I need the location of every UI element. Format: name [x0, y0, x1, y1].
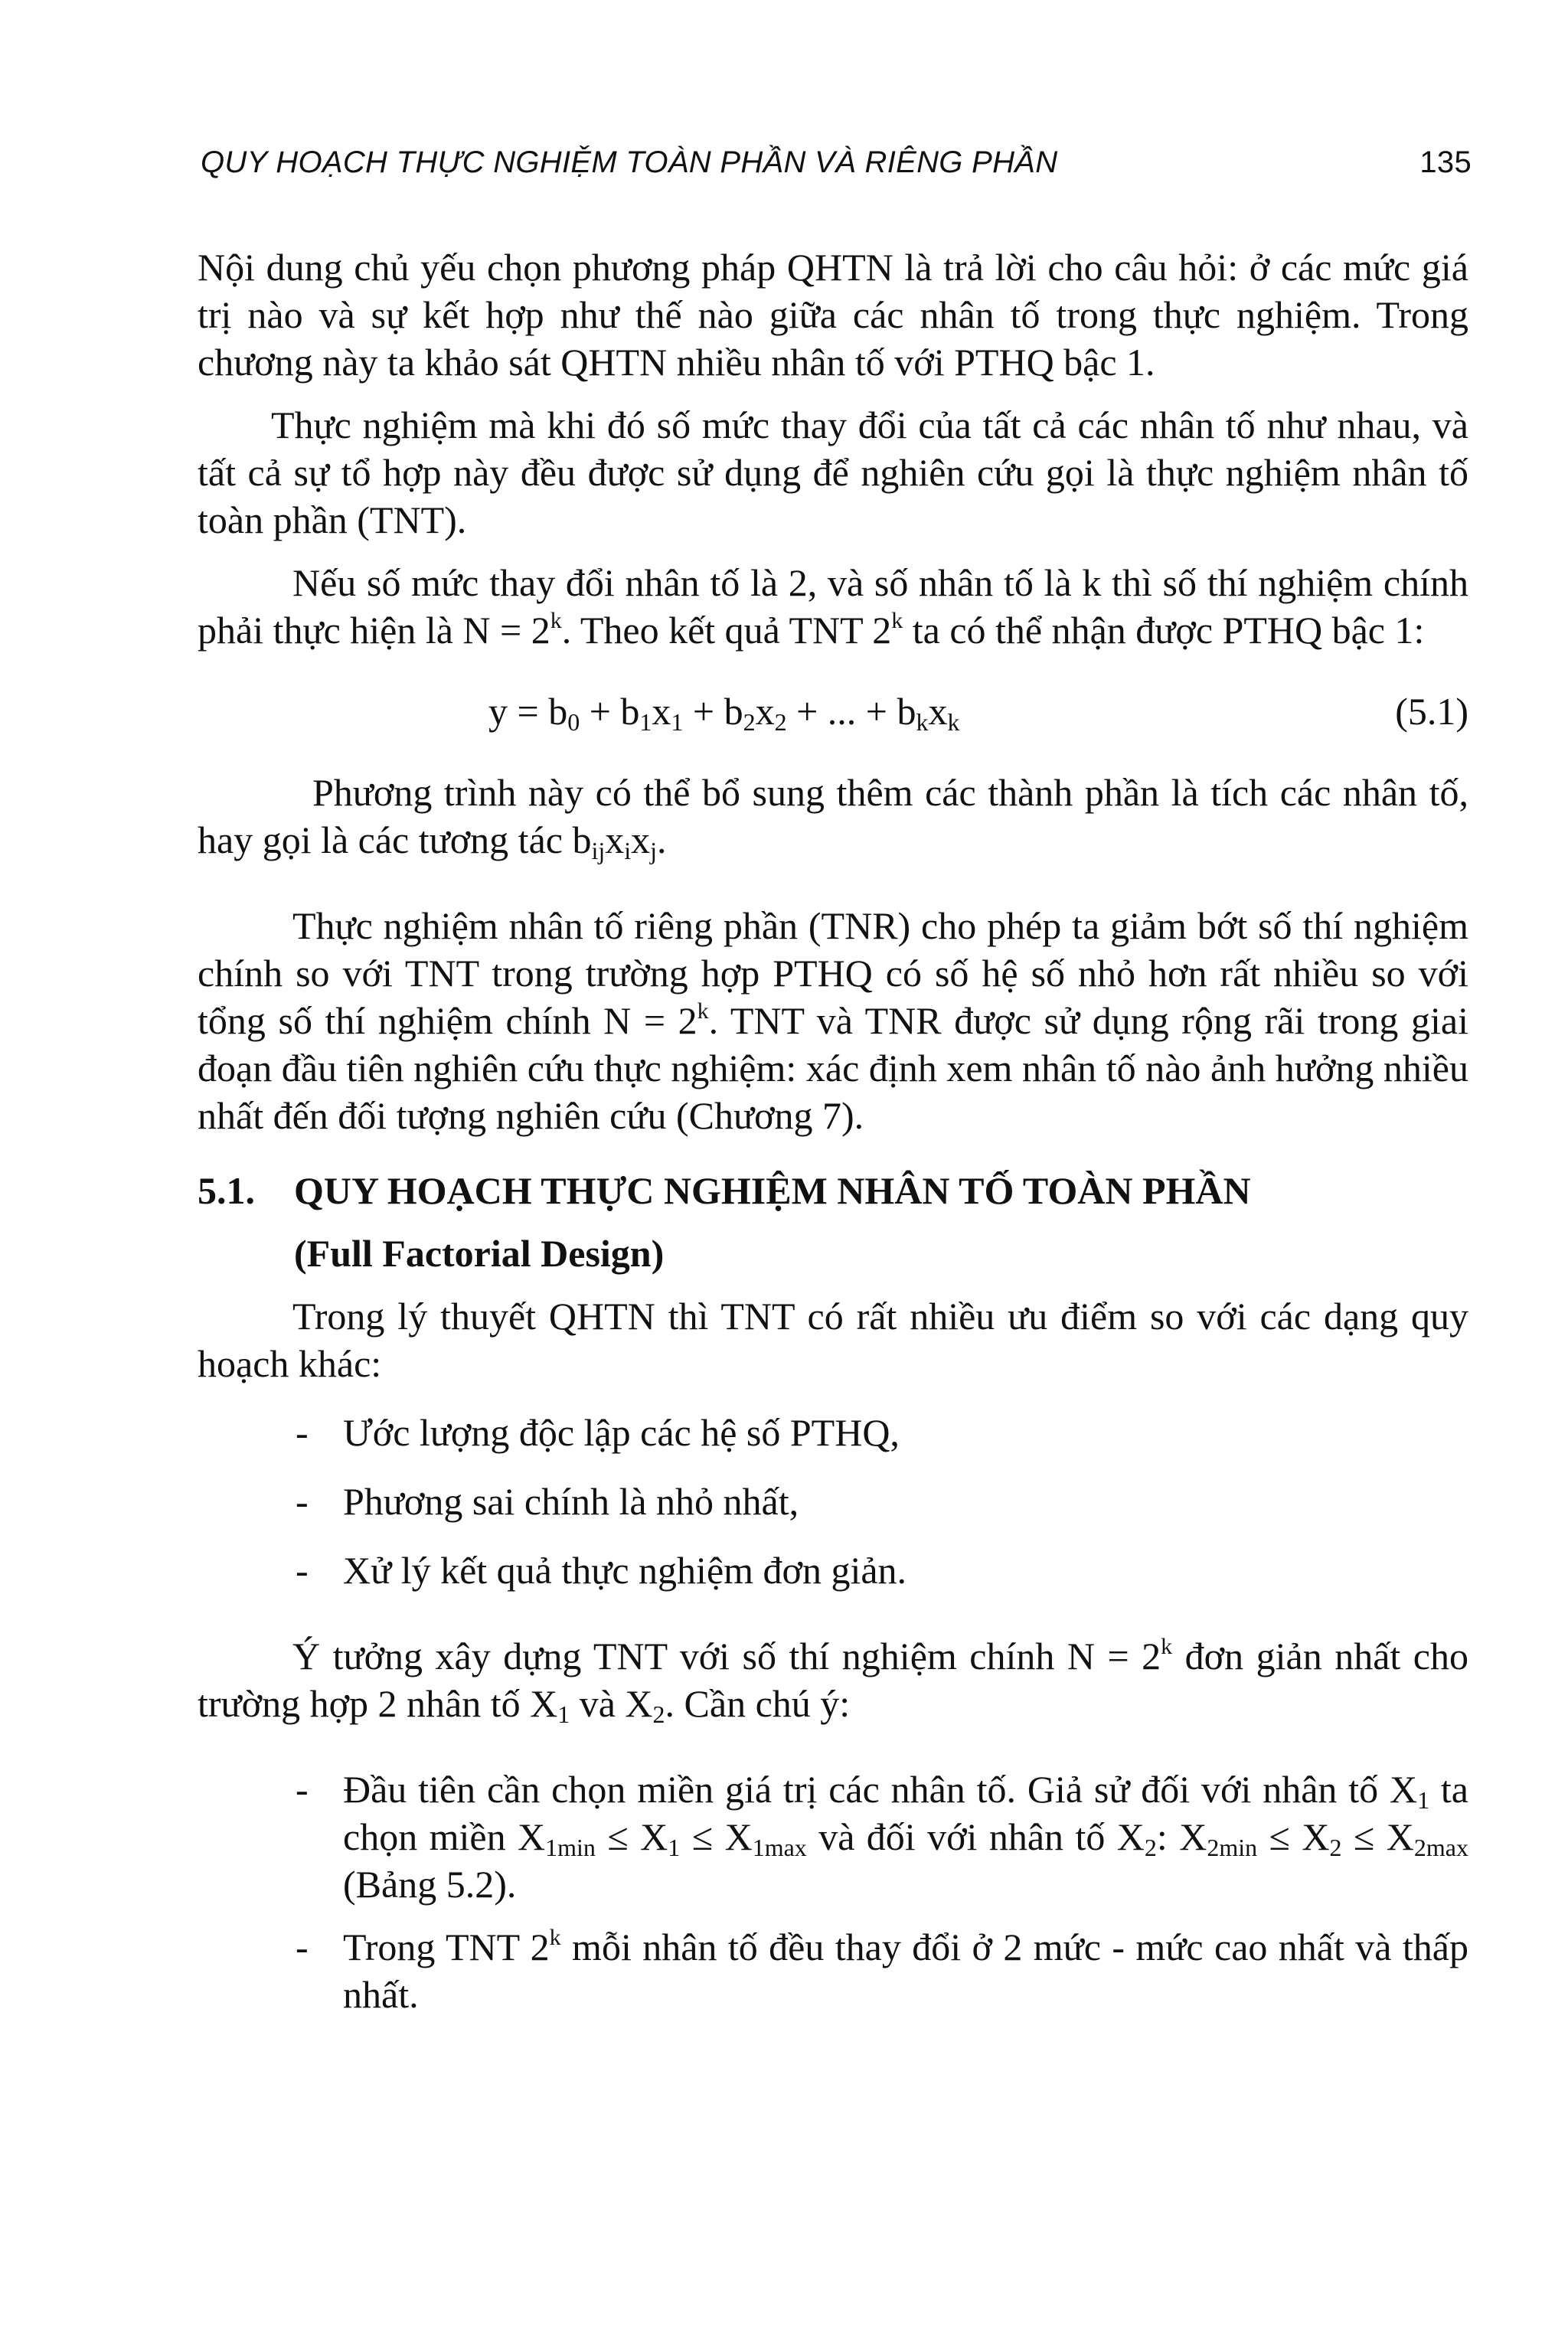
- text-run: ≤ X: [1341, 1815, 1414, 1858]
- text-run: : X: [1156, 1815, 1207, 1858]
- text-run: .: [657, 818, 667, 861]
- text-run: . Cần chú ý:: [665, 1682, 851, 1725]
- eq-sub: k: [947, 708, 960, 736]
- paragraph-advantages: Trong lý thuyết QHTN thì TNT có rất nhiều ưu điểm so với các dạng quy hoạch khác:: [198, 1295, 1468, 1385]
- text-run: và đối với nhân tố X: [806, 1815, 1145, 1858]
- list-item: [198, 1766, 1468, 1908]
- superscript: k: [550, 608, 562, 633]
- eq-sub: 2: [743, 708, 756, 736]
- eq-run: + b: [580, 690, 640, 733]
- eq-run: + ... + b: [786, 690, 916, 733]
- text-run: Nếu số mức thay đổi nhân tố là 2, và số nhân tố là k thì số thí nghiệm chính phải thực hiện là N = 2: [198, 561, 1468, 652]
- subscript: ij: [591, 837, 606, 864]
- text-run: và X: [570, 1682, 653, 1725]
- eq-run: + b: [683, 690, 743, 733]
- list-item-text: Ước lượng độc lập các hệ số PTHQ,: [343, 1411, 900, 1454]
- subscript: 1max: [752, 1834, 807, 1861]
- page-number: 135: [1419, 145, 1472, 179]
- subscript: 2max: [1413, 1834, 1468, 1861]
- paragraph-tnr: [198, 902, 1468, 1139]
- text-run: Trong TNT 2: [343, 1926, 550, 1968]
- eq-sub: 0: [567, 708, 580, 736]
- text-run: (Bảng 5.2).: [343, 1863, 517, 1906]
- equation-5-1: [198, 688, 1468, 735]
- text-run: ≤ X: [680, 1815, 753, 1858]
- eq-sub: 1: [671, 708, 684, 736]
- superscript: k: [697, 998, 709, 1024]
- subscript: 1: [557, 1700, 570, 1728]
- body-text: [198, 243, 1468, 2018]
- text-run: đơn giản nhất cho trường hợp 2 nhân tố X: [198, 1635, 1468, 1725]
- text-run: x: [631, 818, 651, 861]
- dash-bullet: -: [296, 1549, 309, 1592]
- paragraph-tnt-definition: Thực nghiệm mà khi đó số mức thay đổi của tất cả các nhân tố như nhau, và tất cả sự tổ hợp này đều được sử dụng để nghiên cứu gọi là thực nghiệm nhân tố toàn phần (TNT).: [198, 403, 1468, 541]
- text-run: Thực nghiệm nhân tố riêng phần (TNR) cho phép ta giảm bớt số thí nghiệm chính so với TNT trong trường hợp PTHQ có số hệ số nhỏ hơn rất nhiều so với tổng số thí nghiệm chính N = 2: [198, 904, 1468, 1042]
- list-item: [198, 1478, 1468, 1525]
- subscript: i: [624, 837, 632, 864]
- text-run: ≤ X: [1257, 1815, 1330, 1858]
- eq-run: x: [652, 690, 671, 733]
- subscript: 1: [1417, 1786, 1430, 1814]
- subscript: 2min: [1207, 1834, 1258, 1861]
- subscript: 1: [668, 1834, 681, 1861]
- subscript: 2: [1329, 1834, 1342, 1861]
- subscript: j: [650, 837, 658, 864]
- paragraph-intro: Nội dung chủ yếu chọn phương pháp QHTN là trả lời cho câu hỏi: ở các mức giá trị nào và sự kết hợp như thế nào giữa các nhân tố trong thực nghiệm. Trong chương này ta khảo sát QHTN nhiều nhân tố với PTHQ bậc 1.: [198, 246, 1468, 384]
- text-run: ta chọn miền X: [343, 1768, 1468, 1858]
- dash-bullet: -: [296, 1926, 309, 1968]
- running-header: [201, 145, 1502, 191]
- superscript: k: [1161, 1634, 1173, 1659]
- list-item: [198, 1409, 1468, 1456]
- dash-bullet: -: [296, 1480, 309, 1523]
- superscript: k: [891, 608, 903, 633]
- section-number: 5.1.: [198, 1169, 255, 1212]
- superscript: k: [549, 1925, 561, 1950]
- eq-run: x: [928, 690, 948, 733]
- dash-bullet: -: [296, 1768, 309, 1811]
- eq-sub: k: [916, 708, 929, 736]
- text-run: Phương trình này có thể bổ sung thêm các thành phần là tích các nhân tố, hay gọi là các tương tác b: [198, 771, 1468, 861]
- section-title: QUY HOẠCH THỰC NGHIỆM NHÂN TỐ TOÀN PHẦN: [294, 1169, 1251, 1212]
- text-run: x: [605, 818, 625, 861]
- paragraph-idea: [198, 1632, 1468, 1727]
- dash-bullet: -: [296, 1411, 309, 1454]
- paragraph-interactions: [198, 769, 1468, 864]
- section-heading: [198, 1167, 1468, 1214]
- equation-body: [488, 688, 960, 735]
- text-run: ≤ X: [595, 1815, 668, 1858]
- text-run: . Theo kết quả TNT 2: [561, 609, 892, 652]
- text-run: . TNT và TNR được sử dụng rộng rãi trong giai đoạn đầu tiên nghiên cứu thực nghiệm: xác định xem nhân tố nào ảnh hưởng nhiều nhất đến đối tượng nghiên cứu (Chương 7).: [198, 999, 1468, 1137]
- eq-run: x: [755, 690, 775, 733]
- header-title: QUY HOẠCH THỰC NGHIỆM TOÀN PHẦN VÀ RIÊNG PHẦN: [201, 145, 1058, 179]
- list-item-text: Xử lý kết quả thực nghiệm đơn giản.: [343, 1549, 907, 1592]
- text-run: mỗi nhân tố đều thay đổi ở 2 mức - mức cao nhất và thấp nhất.: [343, 1926, 1468, 2016]
- text-run: Ý tưởng xây dựng TNT với số thí nghiệm chính N = 2: [292, 1635, 1161, 1677]
- section-subtitle: (Full Factorial Design): [294, 1232, 665, 1275]
- subscript: 2: [1144, 1834, 1157, 1861]
- text-run: ta có thể nhận được PTHQ bậc 1:: [903, 609, 1425, 652]
- list-item-text: Phương sai chính là nhỏ nhất,: [343, 1480, 799, 1523]
- eq-run: y = b: [488, 690, 568, 733]
- subscript: 2: [652, 1700, 665, 1728]
- paragraph-tnt-count: [198, 559, 1468, 654]
- list-item: [198, 1923, 1468, 2018]
- eq-sub: 1: [639, 708, 652, 736]
- equation-number: (5.1): [1395, 690, 1468, 733]
- text-run: Đầu tiên cần chọn miền giá trị các nhân tố. Giả sử đối với nhân tố X: [343, 1768, 1418, 1811]
- eq-sub: 2: [774, 708, 787, 736]
- list-item: [198, 1547, 1468, 1594]
- subscript: 1min: [545, 1834, 596, 1861]
